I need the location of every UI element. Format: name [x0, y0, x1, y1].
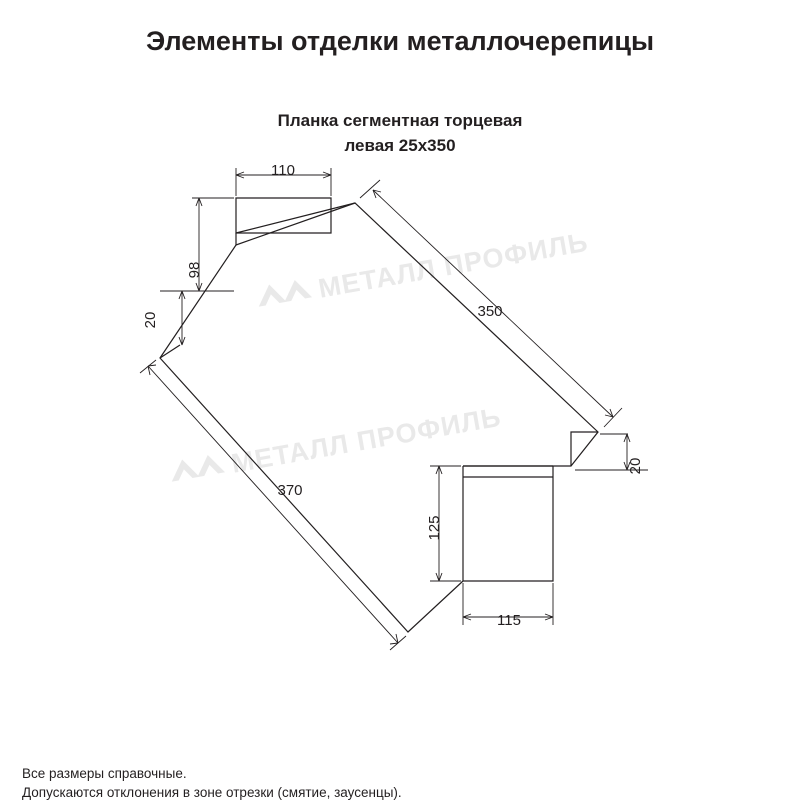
dim-label-370: 370	[277, 482, 303, 499]
watermark-lower	[168, 402, 503, 490]
dim-label-20-right: 20	[627, 457, 644, 475]
product-name-line2: левая 25х350	[344, 136, 456, 155]
dim-label-350: 350	[477, 303, 503, 320]
svg-text:МЕТАЛЛ ПРОФИЛЬ: МЕТАЛЛ ПРОФИЛЬ	[229, 401, 504, 479]
page-title: Элементы отделки металлочерепицы	[145, 26, 655, 56]
footnote-line-2: Допускаются отклонения в зоне отрезки (смятие, заусенцы).	[22, 785, 402, 800]
dim-label-110: 110	[271, 162, 295, 179]
dim-label-125: 125	[426, 515, 443, 541]
footnotes	[22, 764, 402, 802]
part-outline	[160, 198, 598, 632]
footnote-line-1: Все размеры справочные.	[22, 766, 187, 781]
dim-label-98: 98	[186, 261, 203, 279]
svg-text:МЕТАЛЛ ПРОФИЛЬ: МЕТАЛЛ ПРОФИЛЬ	[316, 226, 591, 304]
watermark-upper	[255, 227, 590, 315]
product-name-line1: Планка сегментная торцевая	[277, 111, 523, 130]
dim-label-20-left: 20	[142, 311, 159, 329]
dim-label-115: 115	[497, 612, 521, 629]
